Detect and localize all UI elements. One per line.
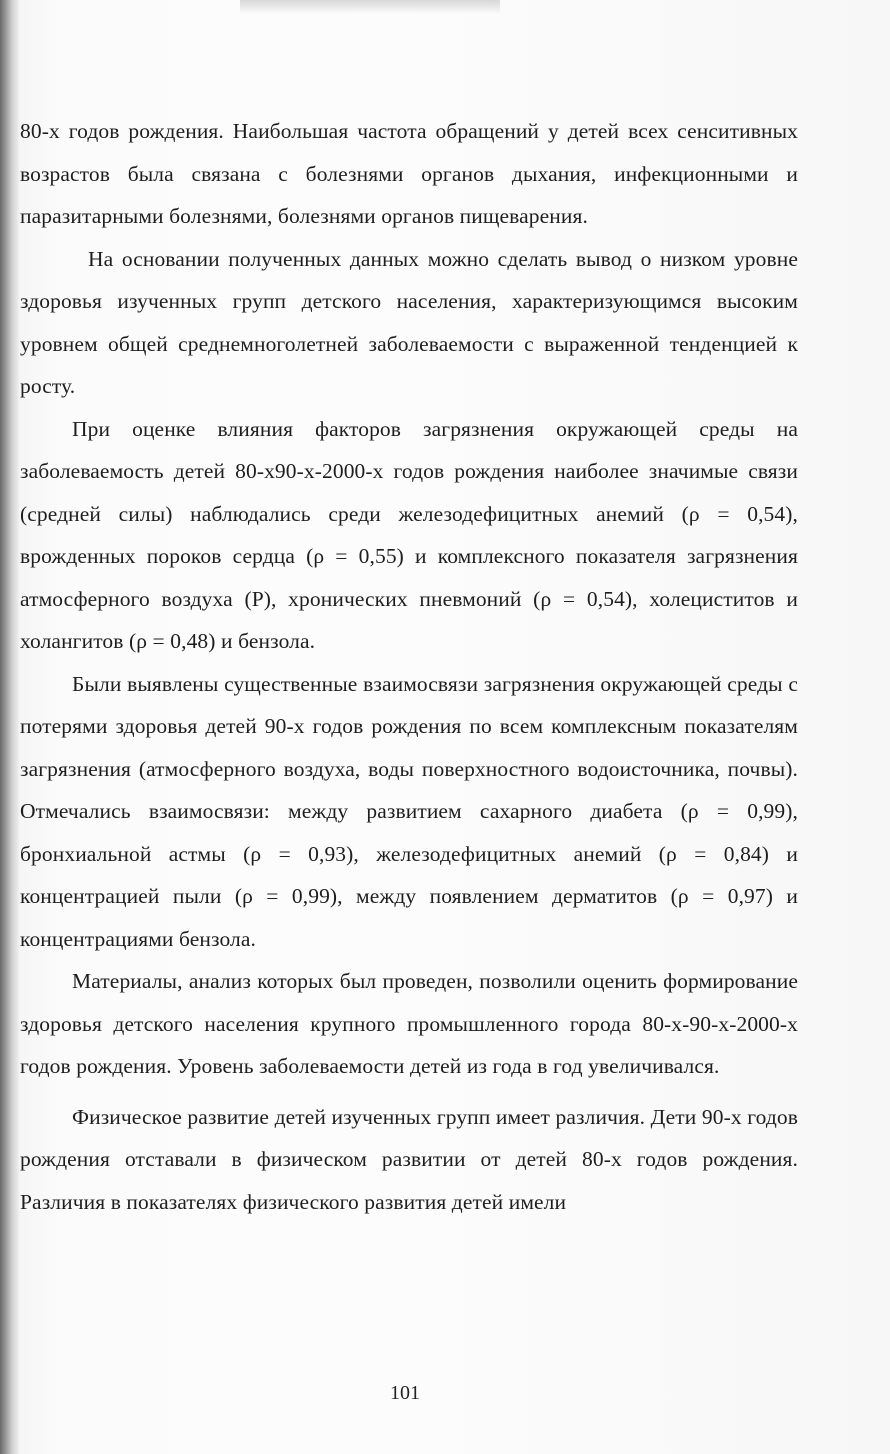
book-spine-shadow — [0, 0, 20, 1454]
paragraph-materials: Материалы, анализ которых был проведен, позволили оценить формирование здоровья детского населения крупного промышленного города 80-х-90-х-2000-х годов рождения. Уровень заболеваемости детей из года в год увеличивался. — [20, 969, 798, 1078]
paragraph-continuation: 80-х годов рождения. Наибольшая частота обращений у детей всех сенситивных возрастов была связана с болезнями органов дыхания, инфекционными и паразитарными болезнями, болезнями органов пищеварения. — [20, 119, 798, 228]
paragraph-conclusion: На основании полученных данных можно сделать вывод о низком уровне здоровья изученных групп детского населения, характеризующимся высоким уровнем общей среднемноголетней заболеваемости с выраженной тенденцией к росту. — [20, 246, 798, 398]
paragraph-environment-factors: При оценке влияния факторов загрязнения окружающей среды на заболеваемость детей 80-х90-х-2000-х годов рождения наиболее значимые связи (средней силы) наблюдались среди железодефицитных анемий (ρ = 0,54), врожденных пороков сердца (ρ = 0,55) и комплексного показателя загрязнения атмосферного воздуха (Р), хронических пневмоний (ρ = 0,54), холециститов и холангитов (ρ = 0,48) и бензола. — [20, 416, 798, 653]
paragraph-physical-development: Физическое развитие детей изученных групп имеет различия. Дети 90-х годов рождения отставали в физическом развитии от детей 80-х годов рождения. Различия в показателях физического развития детей имели — [20, 1104, 798, 1214]
paragraph-correlations: Были выявлены существенные взаимосвязи загрязнения окружающей среды с потерями здоровья детей 90-х годов рождения по всем комплексным показателям загрязнения (атмосферного воздуха, воды поверхностного водоисточника, почвы). Отмечались взаимосвязи: между развитием сахарного диабета (ρ = 0,99), бронхиальной астмы (ρ = 0,93), железодефицитных анемий (ρ = 0,84) и концентрацией пыли (ρ = 0,99), между появлением дерматитов (ρ = 0,97) и концентрациями бензола. — [20, 671, 798, 951]
page-number: 101 — [390, 1382, 420, 1404]
scan-shadow — [240, 0, 500, 14]
body-text — [20, 110, 798, 1223]
